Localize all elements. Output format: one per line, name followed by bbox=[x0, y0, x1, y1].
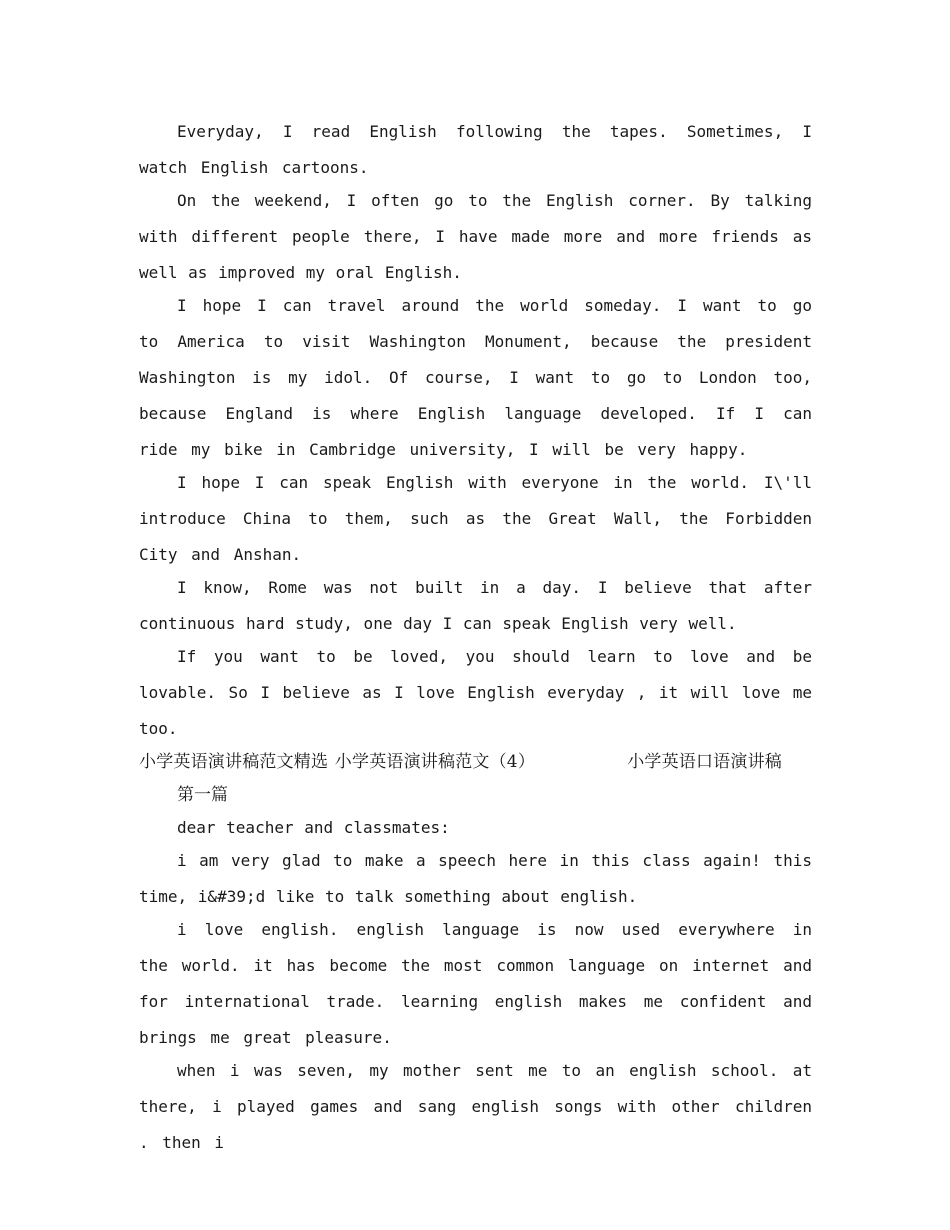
paragraph: I know, Rome was not built in a day. I believe that after continuous hard study, one day I can speak English very well. bbox=[139, 578, 812, 633]
paragraph: i love english. english language is now used everywhere in the world. it has become the most common language on internet and for international trade. learning english makes me confident and brings me great pleasure. bbox=[139, 920, 812, 1047]
paragraph: i am very glad to make a speech here in this class again! this time, i&#39;d like to talk something about english. bbox=[139, 851, 812, 906]
paragraph: I hope I can travel around the world someday. I want to go to America to visit Washington Monument, because the president Washington is my idol. Of course, I want to go to London too, because England is where English language developed. If I can ride my bike in Cambridge university, I will be very happy. bbox=[139, 296, 812, 459]
heading-subtitle: 小学英语口语演讲稿 bbox=[627, 752, 782, 772]
greeting: dear teacher and classmates: bbox=[177, 818, 450, 837]
paragraph: when i was seven, my mother sent me to an english school. at there, i played games and sang english songs with other children . then i bbox=[139, 1061, 812, 1152]
section-title: 第一篇 bbox=[177, 785, 228, 805]
paragraph: On the weekend, I often go to the English corner. By talking with different people there, I have made more and more friends as well as improved my oral English. bbox=[139, 191, 812, 282]
document-body bbox=[139, 114, 812, 1158]
heading-title: 小学英语演讲稿范文精选 小学英语演讲稿范文（4） bbox=[139, 752, 536, 772]
paragraph: I hope I can speak English with everyone in the world. I\'ll introduce China to them, such as the Great Wall, the Forbidden City and Anshan. bbox=[139, 473, 812, 564]
paragraph: If you want to be loved, you should learn to love and be lovable. So I believe as I love English everyday , it will love me too. bbox=[139, 647, 812, 738]
paragraph: Everyday, I read English following the tapes. Sometimes, I watch English cartoons. bbox=[139, 122, 812, 177]
section-heading bbox=[139, 744, 782, 780]
